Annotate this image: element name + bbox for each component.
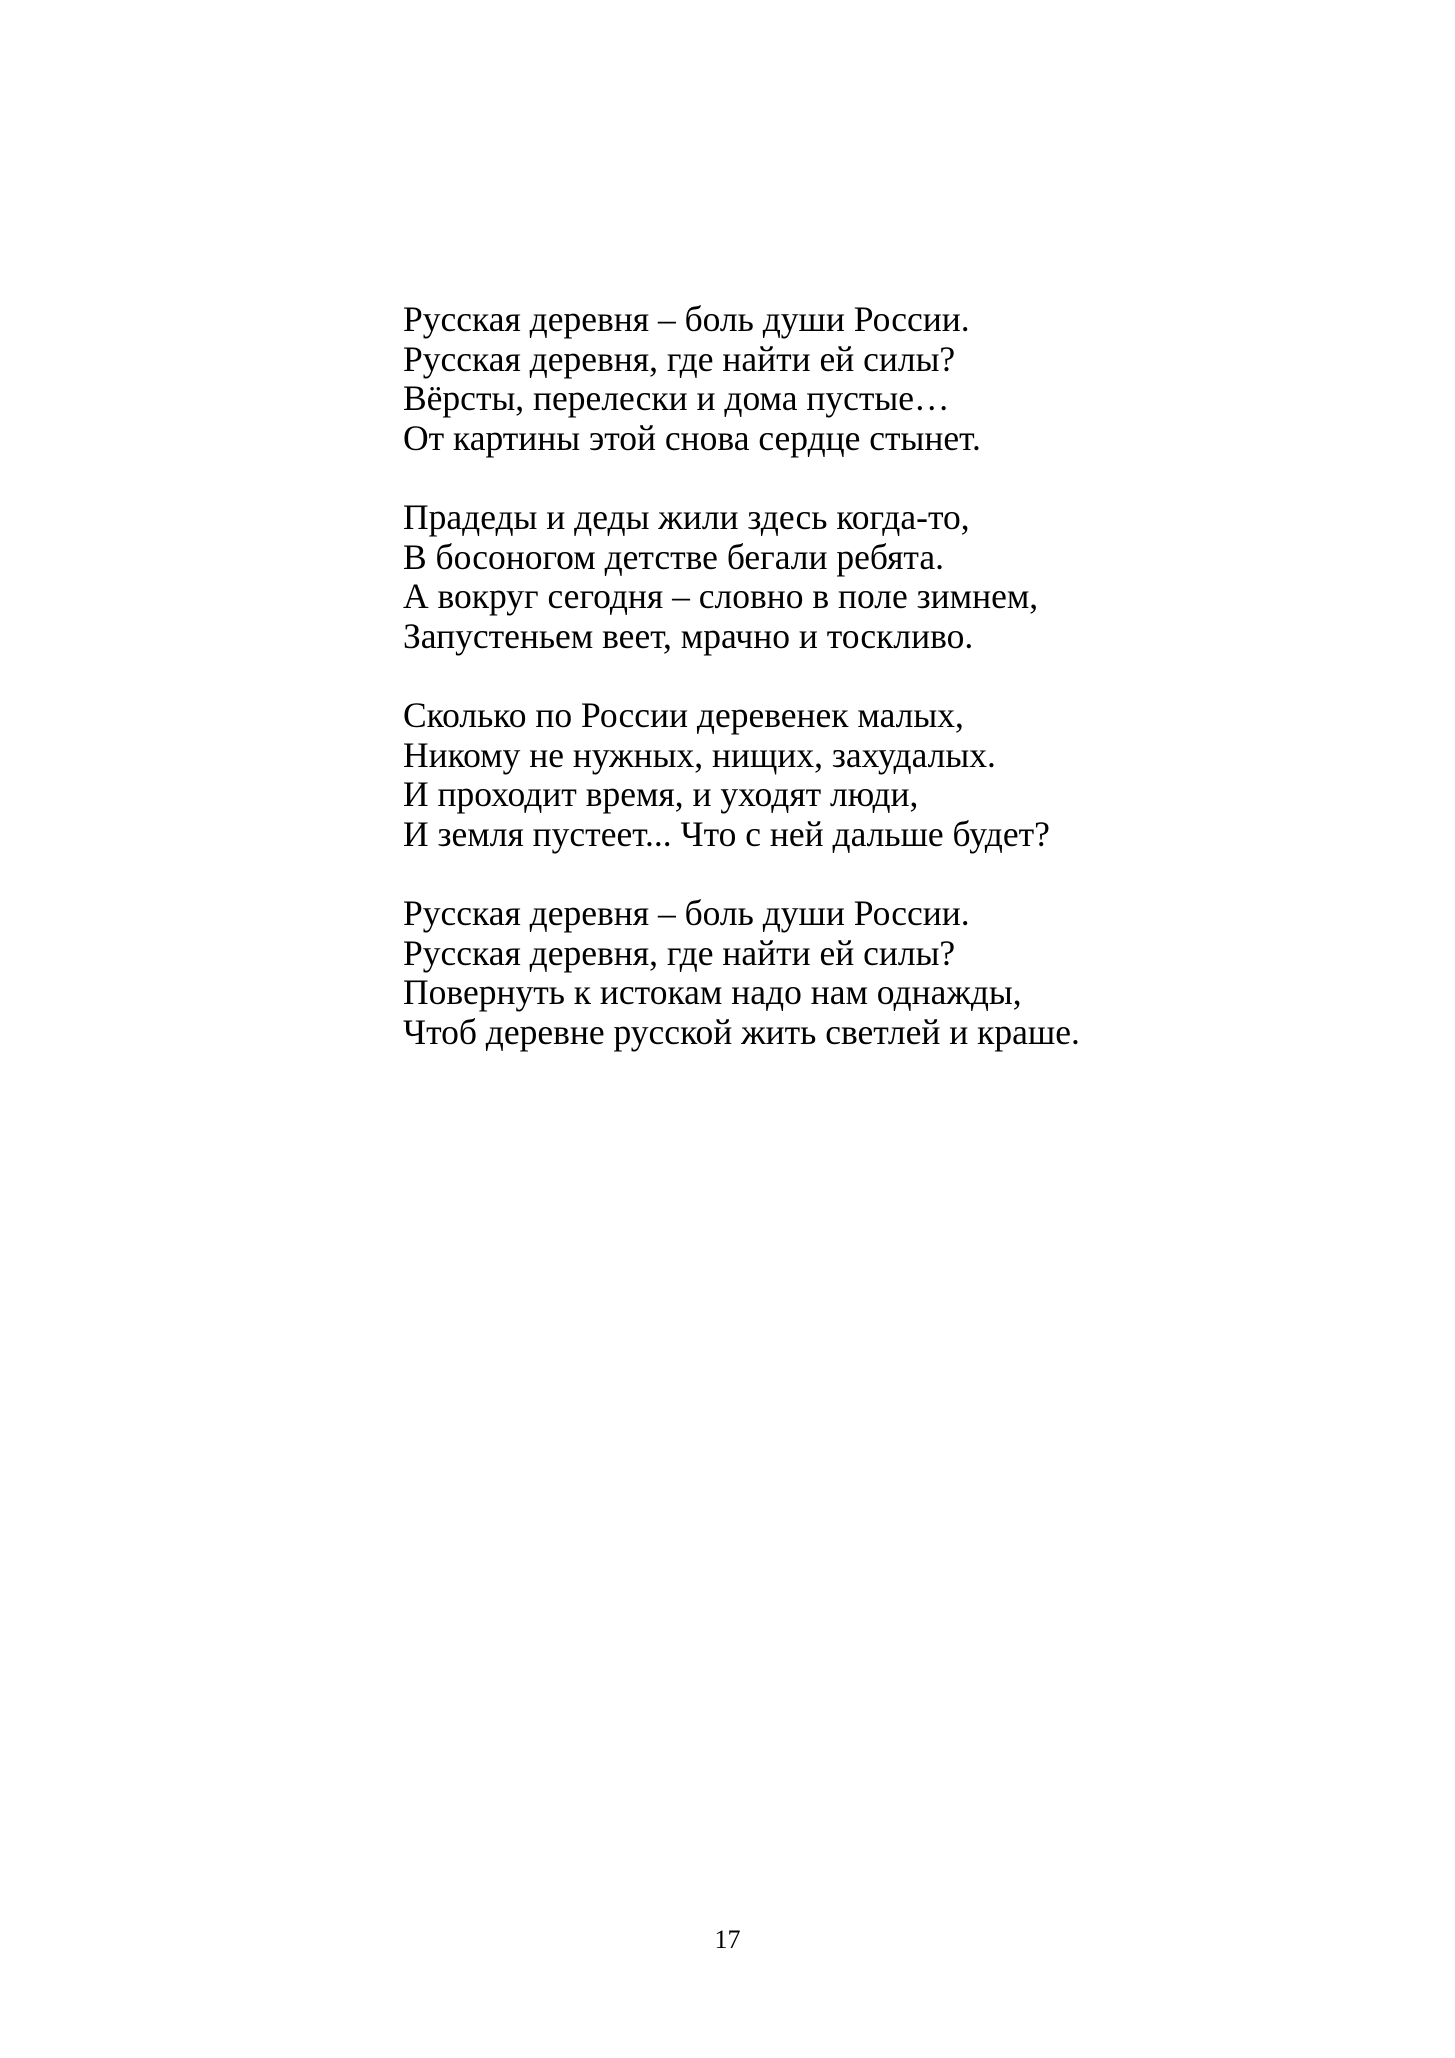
stanza-3 bbox=[403, 696, 1303, 854]
poem-line: И земля пустеет... Что с ней дальше будет? bbox=[403, 813, 1050, 854]
poem-line: А вокруг сегодня – словно в поле зимнем, bbox=[403, 576, 1039, 616]
poem-line: Повернуть к истокам надо нам однажды, bbox=[403, 972, 1022, 1012]
stanza-4 bbox=[403, 894, 1303, 1052]
poem-line: Запустеньем веет, мрачно и тоскливо. bbox=[403, 615, 974, 656]
poem-line: От картины этой снова сердце стынет. bbox=[403, 417, 981, 458]
poem-line: Русская деревня, где найти ей силы? bbox=[403, 338, 956, 379]
poem-line: И проходит время, и уходят люди, bbox=[403, 774, 919, 814]
stanza-2 bbox=[403, 498, 1303, 656]
poem-line: В босоногом детстве бегали ребята. bbox=[403, 536, 944, 577]
poem-line: Никому не нужных, нищих, захудалых. bbox=[403, 734, 996, 775]
poem bbox=[403, 300, 1303, 1092]
poem-line: Русская деревня – боль души России. bbox=[403, 893, 970, 933]
poem-line: Русская деревня – боль души России. bbox=[403, 299, 970, 339]
poem-line: Вёрсты, перелески и дома пустые… bbox=[403, 378, 950, 418]
stanza-1 bbox=[403, 300, 1303, 458]
poem-line: Чтоб деревне русской жить светлей и краше. bbox=[403, 1011, 1080, 1052]
poem-line: Сколько по России деревенек малых, bbox=[403, 695, 964, 735]
poem-line: Русская деревня, где найти ей силы? bbox=[403, 932, 956, 973]
poem-line: Прадеды и деды жили здесь когда-то, bbox=[403, 497, 970, 537]
page-number: 17 bbox=[714, 1925, 741, 1954]
